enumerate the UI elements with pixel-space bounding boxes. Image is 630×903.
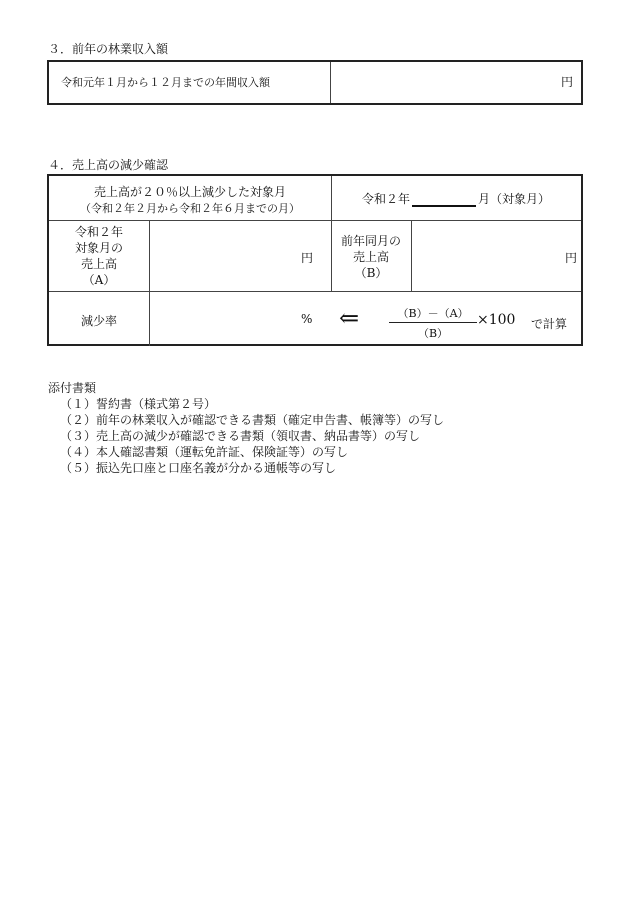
formula-note: で計算 [531, 317, 568, 331]
list-item: （４）本人確認書類（運転免許証、保険証等）の写し [60, 445, 349, 459]
list-item: （２）前年の林業収入が確認できる書類（確定申告書、帳簿等）の写し [60, 413, 445, 427]
a-label-line: （A） [82, 273, 116, 287]
fraction-bar [389, 322, 477, 323]
b-label [331, 233, 411, 281]
b-label-line: 売上高 [352, 250, 389, 264]
formula-denominator: （B） [417, 327, 449, 340]
a-label-line: 対象月の [74, 241, 123, 255]
formula-numerator: （B）－（A） [397, 307, 469, 320]
header-left-line1: 売上高が２０％以上減少した対象月 [93, 185, 286, 199]
section3-unit: 円 [560, 75, 573, 89]
rate-unit: % [301, 312, 313, 326]
a-label-line: 売上高 [80, 257, 117, 271]
a-unit: 円 [301, 251, 314, 265]
table-divider [411, 220, 412, 291]
section3-heading: ３．前年の林業収入額 [48, 42, 169, 56]
rate-label: 減少率 [80, 314, 117, 328]
attachments-list [48, 396, 444, 476]
section4-heading: ４．売上高の減少確認 [48, 158, 169, 172]
table-divider [49, 291, 581, 292]
b-label-line: （B） [354, 266, 388, 280]
b-unit: 円 [565, 251, 578, 265]
b-label-line: 前年同月の [340, 234, 401, 248]
formula-multiplier: ×100 [477, 312, 516, 328]
section4-table [47, 174, 583, 346]
header-right-prefix: 令和２年 [361, 192, 410, 206]
list-item: （５）振込先口座と口座名義が分かる通帳等の写し [60, 461, 337, 475]
attachments-heading: 添付書類 [48, 381, 97, 395]
header-right [331, 190, 581, 207]
header-right-suffix: 月（対象月） [478, 192, 551, 206]
a-label [49, 224, 149, 288]
table-divider [149, 220, 150, 346]
table-divider [49, 220, 581, 221]
month-input-line[interactable] [412, 193, 476, 207]
section3-table [47, 60, 583, 105]
list-item: （３）売上高の減少が確認できる書類（領収書、納品書等）の写し [60, 429, 421, 443]
section3-row-label: 令和元年１月から１２月までの年間収入額 [49, 62, 331, 103]
list-item: （１）誓約書（様式第２号） [60, 397, 217, 411]
a-label-line: 令和２年 [74, 225, 123, 239]
header-left-line2: （令和２年２月から令和２年６月までの月） [80, 202, 300, 215]
left-arrow-icon: ⇐ [339, 304, 360, 332]
attachments [48, 380, 444, 476]
